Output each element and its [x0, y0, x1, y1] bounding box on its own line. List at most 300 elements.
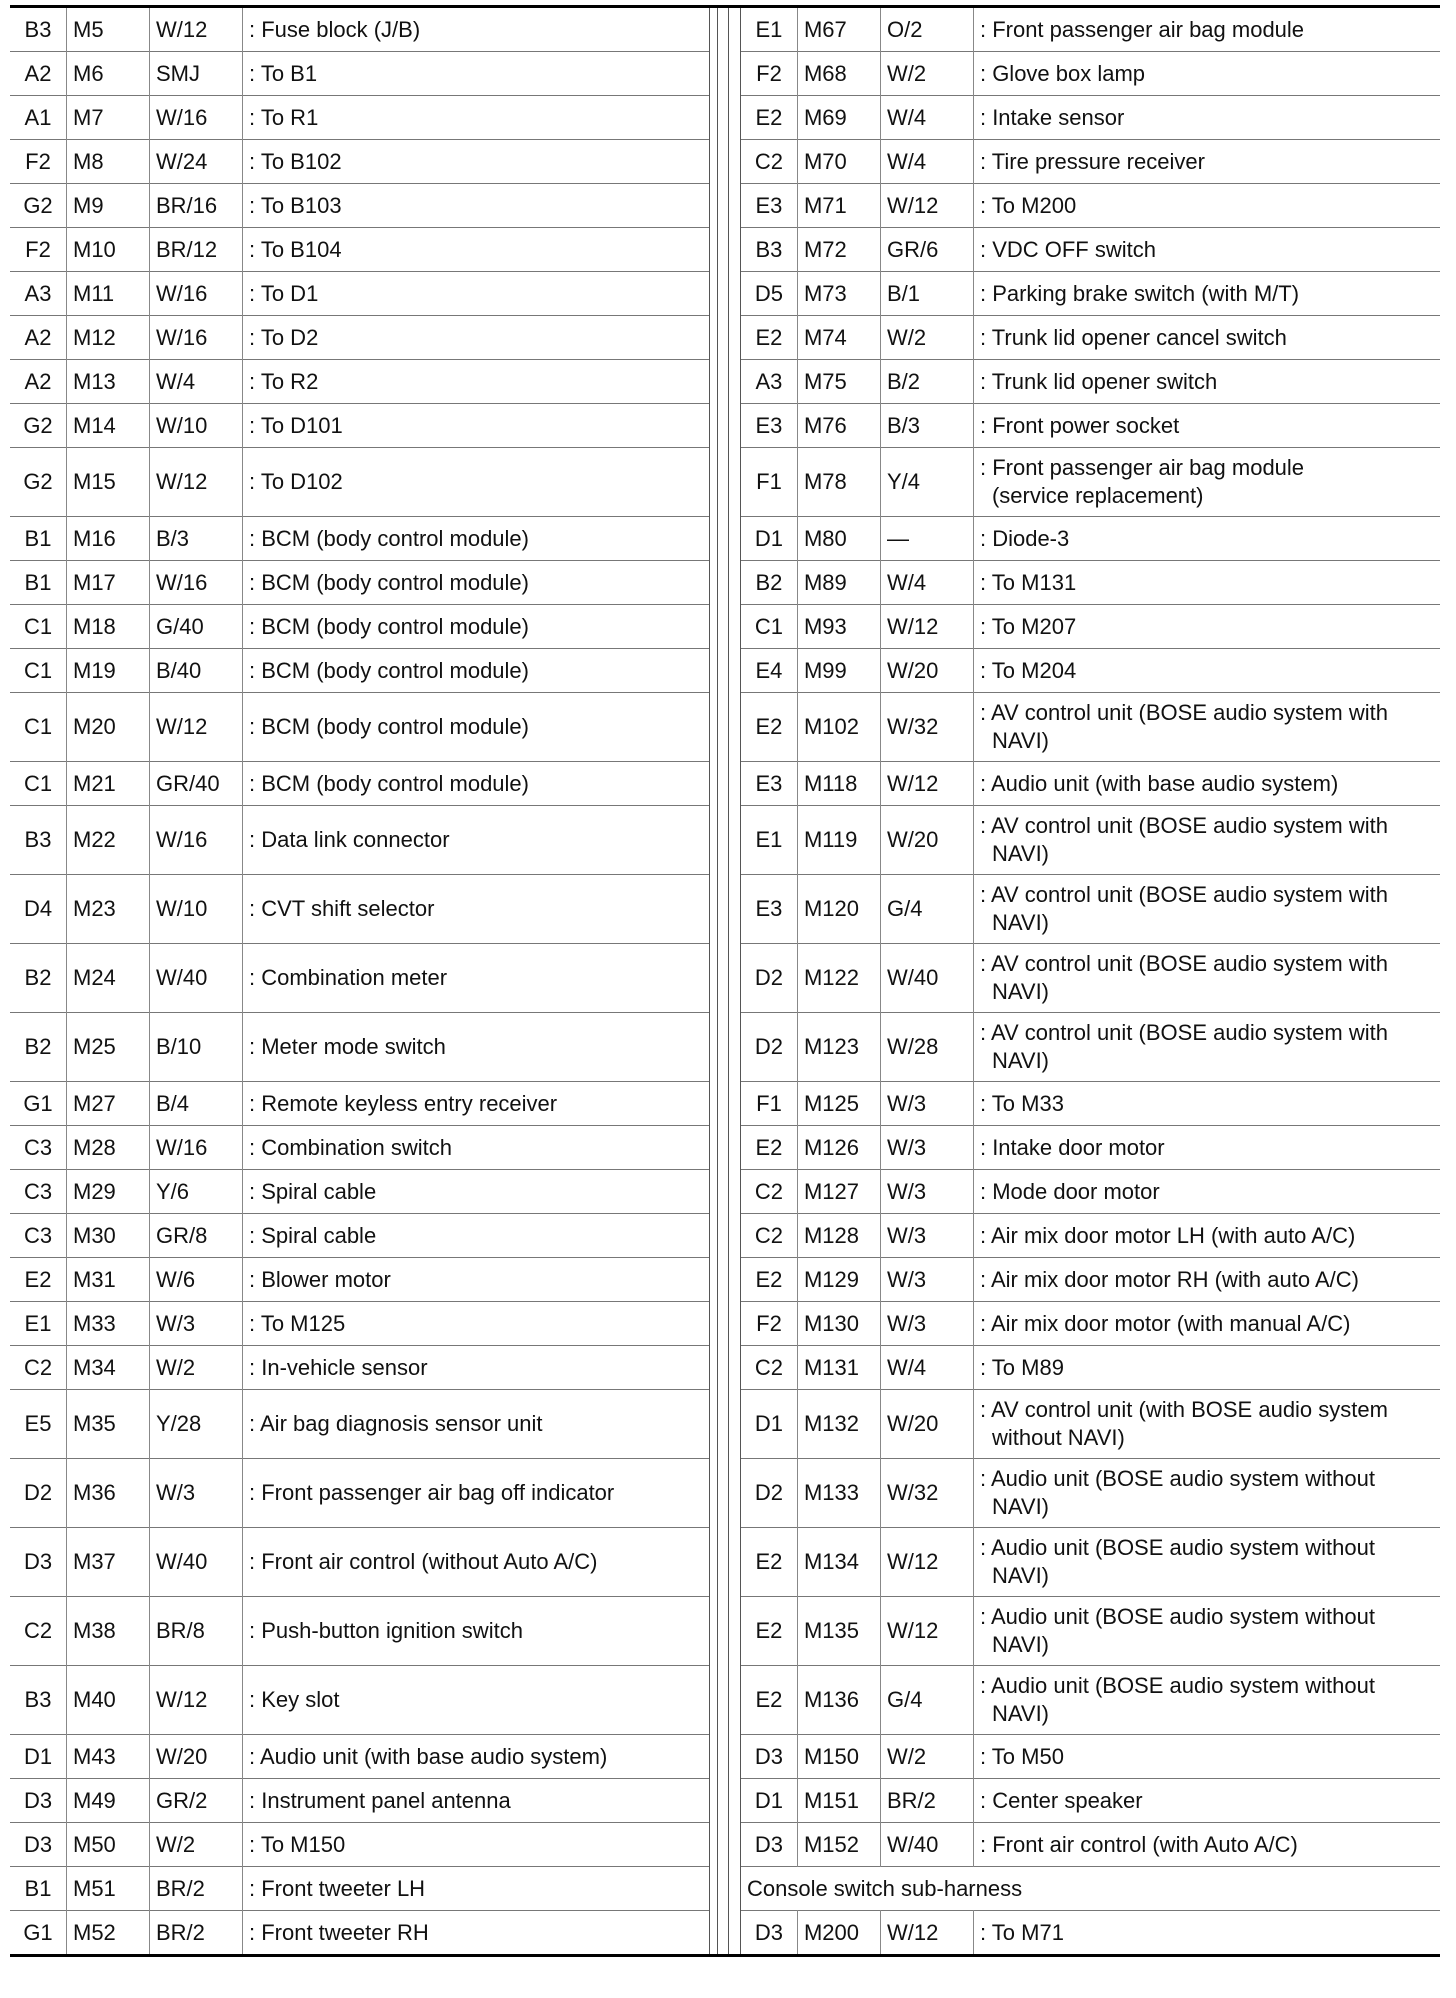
- connector-description-cell: [973, 1823, 1440, 1867]
- color-terminal-cell: W/40: [150, 944, 243, 1013]
- connector-description-cell: [973, 1214, 1440, 1258]
- connector-number-cell: M200: [797, 1911, 880, 1955]
- color-terminal-cell: W/2: [880, 316, 973, 360]
- connector-description-cell: [243, 96, 710, 140]
- description-text: : Combination switch: [249, 1134, 452, 1160]
- description-text: : AV control unit (BOSE audio system with: [979, 813, 1388, 838]
- grid-reference-cell: G1: [23, 1090, 53, 1116]
- connector-row: [741, 944, 1440, 1013]
- description-text: : To M200: [979, 192, 1077, 218]
- connector-description-cell: [973, 806, 1440, 875]
- grid-reference-cell: E2: [755, 714, 783, 739]
- grid-reference-cell: B2: [24, 965, 52, 990]
- connector-description-cell: [973, 693, 1440, 762]
- color-terminal-cell: Y/6: [150, 1170, 243, 1214]
- connector-number-cell: M7: [67, 96, 150, 140]
- grid-reference-cell: A2: [24, 324, 52, 350]
- description-text: : Remote keyless entry receiver: [249, 1090, 558, 1116]
- connector-description-cell: [243, 1126, 710, 1170]
- connector-description-cell: [973, 8, 1440, 52]
- grid-reference-cell: C1: [23, 613, 53, 639]
- description-text: : Tire pressure receiver: [979, 148, 1205, 174]
- connector-description-cell: [243, 140, 710, 184]
- description-text: : BCM (body control module): [249, 770, 529, 796]
- connector-number-cell: M134: [797, 1528, 880, 1597]
- connector-number-cell: M70: [797, 140, 880, 184]
- connector-description-cell: [973, 1126, 1440, 1170]
- grid-reference-cell: B2: [755, 569, 783, 595]
- connector-table-right: [741, 8, 1440, 1954]
- grid-reference-cell: D1: [23, 1743, 53, 1769]
- grid-reference-cell: C1: [23, 770, 53, 796]
- grid-reference-cell: A3: [755, 368, 783, 394]
- description-text: : Mode door motor: [979, 1178, 1160, 1204]
- connector-number-cell: M89: [797, 561, 880, 605]
- connector-row: [10, 52, 709, 96]
- color-terminal-cell: W/3: [880, 1126, 973, 1170]
- grid-reference-cell: E2: [755, 1549, 783, 1574]
- connector-row: [741, 184, 1440, 228]
- connector-description-cell: [243, 404, 710, 448]
- connector-number-cell: M122: [797, 944, 880, 1013]
- connector-row: [741, 1666, 1440, 1735]
- description-text: : To M33: [979, 1090, 1064, 1116]
- color-terminal-cell: BR/2: [880, 1779, 973, 1823]
- connector-description-cell: [243, 517, 710, 561]
- connector-row: [741, 605, 1440, 649]
- connector-number-cell: M133: [797, 1459, 880, 1528]
- color-terminal-cell: W/40: [880, 1823, 973, 1867]
- description-text: : AV control unit (BOSE audio system with: [979, 1020, 1388, 1045]
- grid-reference-cell: D2: [754, 1480, 784, 1505]
- connector-row: [10, 1013, 709, 1082]
- connector-row: [741, 140, 1440, 184]
- description-text: : Audio unit (with base audio system): [249, 1743, 608, 1769]
- connector-number-cell: M69: [797, 96, 880, 140]
- connector-number-cell: M132: [797, 1390, 880, 1459]
- connector-row: [10, 272, 709, 316]
- connector-description-cell: [243, 1170, 710, 1214]
- description-text: : BCM (body control module): [249, 613, 529, 639]
- color-terminal-cell: W/28: [880, 1013, 973, 1082]
- description-text: : Meter mode switch: [249, 1034, 446, 1059]
- description-text: : To D101: [249, 412, 343, 438]
- color-terminal-cell: B/3: [880, 404, 973, 448]
- color-terminal-cell: G/4: [880, 1666, 973, 1735]
- connector-description-cell: [973, 1528, 1440, 1597]
- connector-list-sheet: [10, 5, 1440, 1957]
- connector-description-cell: [973, 605, 1440, 649]
- connector-row: [741, 96, 1440, 140]
- color-terminal-cell: B/10: [150, 1013, 243, 1082]
- grid-reference-cell: C2: [23, 1354, 53, 1380]
- connector-row: [741, 448, 1440, 517]
- connector-row: [741, 1597, 1440, 1666]
- description-text: : Front passenger air bag module: [979, 16, 1305, 42]
- color-terminal-cell: W/12: [880, 1528, 973, 1597]
- connector-row: [741, 1823, 1440, 1867]
- color-terminal-cell: W/6: [150, 1258, 243, 1302]
- color-terminal-cell: W/2: [880, 1735, 973, 1779]
- connector-number-cell: M16: [67, 517, 150, 561]
- connector-description-cell: [243, 875, 710, 944]
- color-terminal-cell: W/20: [880, 1390, 973, 1459]
- connector-row: [10, 1867, 709, 1911]
- grid-reference-cell: B3: [755, 236, 783, 262]
- grid-reference-cell: G2: [23, 412, 53, 438]
- grid-reference-cell: D3: [754, 1743, 784, 1769]
- description-text: : To B103: [249, 192, 342, 218]
- grid-reference-cell: A2: [24, 60, 52, 86]
- grid-reference-cell: E1: [755, 16, 783, 42]
- grid-reference-cell: E2: [755, 324, 783, 350]
- connector-number-cell: M136: [797, 1666, 880, 1735]
- description-text: : BCM (body control module): [249, 714, 529, 739]
- connector-description-cell: [973, 1082, 1440, 1126]
- connector-description-cell: [973, 1302, 1440, 1346]
- color-terminal-cell: Y/28: [150, 1390, 243, 1459]
- color-terminal-cell: —: [880, 517, 973, 561]
- color-terminal-cell: GR/6: [880, 228, 973, 272]
- connector-number-cell: M15: [67, 448, 150, 517]
- grid-reference-cell: D5: [754, 280, 784, 306]
- description-text: : AV control unit (BOSE audio system with: [979, 951, 1388, 976]
- connector-row: [741, 1126, 1440, 1170]
- connector-row: [10, 8, 709, 52]
- description-continuation: NAVI): [991, 1563, 1050, 1588]
- connector-row: [741, 1390, 1440, 1459]
- connector-number-cell: M31: [67, 1258, 150, 1302]
- grid-reference-cell: C2: [754, 1222, 784, 1248]
- color-terminal-cell: W/12: [880, 1597, 973, 1666]
- grid-reference-cell: E3: [755, 412, 783, 438]
- connector-number-cell: M152: [797, 1823, 880, 1867]
- connector-number-cell: M21: [67, 762, 150, 806]
- connector-number-cell: M71: [797, 184, 880, 228]
- connector-description-cell: [973, 517, 1440, 561]
- color-terminal-cell: W/20: [150, 1735, 243, 1779]
- color-terminal-cell: W/20: [880, 649, 973, 693]
- connector-row: [10, 184, 709, 228]
- connector-number-cell: M68: [797, 52, 880, 96]
- connector-row: [741, 649, 1440, 693]
- connector-number-cell: M9: [67, 184, 150, 228]
- grid-reference-cell: B3: [24, 1687, 52, 1712]
- color-terminal-cell: W/3: [150, 1459, 243, 1528]
- connector-description-cell: [973, 944, 1440, 1013]
- description-text: : Parking brake switch (with M/T): [979, 280, 1300, 306]
- description-continuation: without NAVI): [991, 1425, 1125, 1450]
- connector-description-cell: [243, 1867, 710, 1911]
- connector-number-cell: M150: [797, 1735, 880, 1779]
- connector-description-cell: [243, 605, 710, 649]
- connector-number-cell: M29: [67, 1170, 150, 1214]
- connector-number-cell: M120: [797, 875, 880, 944]
- connector-row: [741, 693, 1440, 762]
- connector-row: [741, 1528, 1440, 1597]
- connector-row: [10, 1666, 709, 1735]
- grid-reference-cell: D3: [754, 1831, 784, 1857]
- description-continuation: NAVI): [991, 1048, 1050, 1073]
- connector-row: [10, 1214, 709, 1258]
- grid-reference-cell: A3: [24, 280, 52, 306]
- grid-reference-cell: C2: [754, 1178, 784, 1204]
- connector-description-cell: [243, 1779, 710, 1823]
- color-terminal-cell: Y/4: [880, 448, 973, 517]
- color-terminal-cell: W/3: [880, 1214, 973, 1258]
- description-text: : AV control unit (BOSE audio system with: [979, 882, 1388, 907]
- description-text: : BCM (body control module): [249, 525, 529, 551]
- connector-number-cell: M34: [67, 1346, 150, 1390]
- color-terminal-cell: W/24: [150, 140, 243, 184]
- grid-reference-cell: A1: [24, 104, 52, 130]
- description-continuation: NAVI): [991, 1632, 1050, 1657]
- description-text: : Air mix door motor (with manual A/C): [979, 1310, 1351, 1336]
- connector-row: [10, 1911, 709, 1955]
- color-terminal-cell: W/12: [880, 605, 973, 649]
- color-terminal-cell: W/16: [150, 272, 243, 316]
- color-terminal-cell: W/4: [880, 140, 973, 184]
- connector-row: [741, 517, 1440, 561]
- connector-number-cell: M73: [797, 272, 880, 316]
- connector-number-cell: M72: [797, 228, 880, 272]
- connector-description-cell: [243, 184, 710, 228]
- connector-number-cell: M8: [67, 140, 150, 184]
- connector-row: [10, 1528, 709, 1597]
- connector-description-cell: [973, 404, 1440, 448]
- connector-row: [741, 1013, 1440, 1082]
- connector-number-cell: M18: [67, 605, 150, 649]
- color-terminal-cell: W/12: [150, 8, 243, 52]
- description-continuation: NAVI): [991, 841, 1050, 866]
- description-text: : To M207: [979, 613, 1077, 639]
- connector-number-cell: M151: [797, 1779, 880, 1823]
- connector-description-cell: [973, 360, 1440, 404]
- color-terminal-cell: W/2: [150, 1346, 243, 1390]
- color-terminal-cell: W/16: [150, 806, 243, 875]
- connector-number-cell: M14: [67, 404, 150, 448]
- connector-row: [10, 316, 709, 360]
- description-text: : Air mix door motor RH (with auto A/C): [979, 1266, 1359, 1292]
- connector-row: [10, 1126, 709, 1170]
- description-text: : Blower motor: [249, 1266, 391, 1292]
- connector-row: [741, 8, 1440, 52]
- description-text: : Intake sensor: [979, 104, 1125, 130]
- connector-description-cell: [973, 649, 1440, 693]
- description-text: : Front tweeter LH: [249, 1875, 426, 1901]
- connector-description-cell: [243, 272, 710, 316]
- connector-row: [741, 52, 1440, 96]
- connector-row: [741, 360, 1440, 404]
- grid-reference-cell: E4: [755, 657, 783, 683]
- connector-number-cell: M28: [67, 1126, 150, 1170]
- grid-reference-cell: E3: [755, 770, 783, 796]
- connector-description-cell: [243, 1597, 710, 1666]
- color-terminal-cell: W/10: [150, 875, 243, 944]
- color-terminal-cell: W/12: [150, 1666, 243, 1735]
- connector-number-cell: M130: [797, 1302, 880, 1346]
- connector-row: [10, 360, 709, 404]
- connector-number-cell: M5: [67, 8, 150, 52]
- color-terminal-cell: BR/8: [150, 1597, 243, 1666]
- color-terminal-cell: W/4: [150, 360, 243, 404]
- connector-row: [10, 404, 709, 448]
- connector-row: [741, 1302, 1440, 1346]
- connector-number-cell: M11: [67, 272, 150, 316]
- color-terminal-cell: W/20: [880, 806, 973, 875]
- connector-number-cell: M135: [797, 1597, 880, 1666]
- connector-description-cell: [973, 1013, 1440, 1082]
- connector-row: [741, 1779, 1440, 1823]
- connector-row: [10, 1346, 709, 1390]
- connector-row: [10, 806, 709, 875]
- connector-description-cell: [973, 228, 1440, 272]
- description-text: : To M89: [979, 1354, 1064, 1380]
- connector-number-cell: M10: [67, 228, 150, 272]
- connector-description-cell: [973, 561, 1440, 605]
- color-terminal-cell: W/32: [880, 693, 973, 762]
- connector-description-cell: [973, 52, 1440, 96]
- connector-number-cell: M119: [797, 806, 880, 875]
- connector-description-cell: [973, 1779, 1440, 1823]
- color-terminal-cell: W/12: [880, 1911, 973, 1955]
- grid-reference-cell: F2: [25, 236, 51, 262]
- description-text: : Audio unit (BOSE audio system without: [979, 1535, 1375, 1560]
- connector-row: [741, 1346, 1440, 1390]
- connector-description-cell: [973, 140, 1440, 184]
- grid-reference-cell: F1: [756, 469, 782, 494]
- connector-description-cell: [243, 1082, 710, 1126]
- description-text: : To M131: [979, 569, 1077, 595]
- connector-row: [10, 875, 709, 944]
- color-terminal-cell: W/12: [880, 184, 973, 228]
- grid-reference-cell: E2: [755, 1134, 783, 1160]
- grid-reference-cell: E2: [755, 1687, 783, 1712]
- connector-description-cell: [243, 1528, 710, 1597]
- connector-number-cell: M93: [797, 605, 880, 649]
- connector-number-cell: M99: [797, 649, 880, 693]
- description-text: : Center speaker: [979, 1787, 1143, 1813]
- connector-description-cell: [243, 1911, 710, 1955]
- connector-number-cell: M129: [797, 1258, 880, 1302]
- grid-reference-cell: B1: [24, 1875, 52, 1901]
- color-terminal-cell: W/12: [150, 448, 243, 517]
- connector-number-cell: M127: [797, 1170, 880, 1214]
- connector-row: [741, 762, 1440, 806]
- description-text: : Audio unit (BOSE audio system without: [979, 1673, 1375, 1698]
- grid-reference-cell: E3: [755, 896, 783, 921]
- connector-number-cell: M80: [797, 517, 880, 561]
- color-terminal-cell: W/3: [880, 1258, 973, 1302]
- connector-number-cell: M50: [67, 1823, 150, 1867]
- description-text: : To D2: [249, 324, 319, 350]
- description-text: : AV control unit (with BOSE audio system: [979, 1397, 1388, 1422]
- connector-row: [10, 605, 709, 649]
- connector-description-cell: [973, 762, 1440, 806]
- description-text: : CVT shift selector: [249, 896, 435, 921]
- description-text: : To D102: [249, 469, 343, 494]
- color-terminal-cell: W/2: [880, 52, 973, 96]
- connector-description-cell: [243, 806, 710, 875]
- grid-reference-cell: G1: [23, 1919, 53, 1945]
- grid-reference-cell: C1: [23, 714, 53, 739]
- description-text: : To M204: [979, 657, 1077, 683]
- grid-reference-cell: D1: [754, 525, 784, 551]
- grid-reference-cell: E2: [24, 1266, 52, 1292]
- description-text: : Air bag diagnosis sensor unit: [249, 1411, 543, 1436]
- color-terminal-cell: W/16: [150, 561, 243, 605]
- color-terminal-cell: W/3: [880, 1082, 973, 1126]
- grid-reference-cell: D3: [754, 1919, 784, 1945]
- connector-number-cell: M74: [797, 316, 880, 360]
- color-terminal-cell: B/2: [880, 360, 973, 404]
- grid-reference-cell: F2: [756, 60, 782, 86]
- connector-description-cell: [973, 1911, 1440, 1955]
- connector-number-cell: M6: [67, 52, 150, 96]
- connector-description-cell: [243, 1823, 710, 1867]
- color-terminal-cell: GR/40: [150, 762, 243, 806]
- description-text: : Key slot: [249, 1687, 340, 1712]
- connector-row: [10, 1735, 709, 1779]
- grid-reference-cell: F2: [25, 148, 51, 174]
- color-terminal-cell: BR/12: [150, 228, 243, 272]
- description-text: : Instrument panel antenna: [249, 1787, 511, 1813]
- grid-reference-cell: E5: [24, 1411, 52, 1436]
- color-terminal-cell: W/4: [880, 1346, 973, 1390]
- connector-row: [741, 272, 1440, 316]
- grid-reference-cell: C3: [23, 1134, 53, 1160]
- description-text: : To B104: [249, 236, 342, 262]
- color-terminal-cell: G/4: [880, 875, 973, 944]
- grid-reference-cell: E1: [755, 827, 783, 852]
- connector-description-cell: [973, 875, 1440, 944]
- connector-description-cell: [243, 1346, 710, 1390]
- connector-row: [10, 140, 709, 184]
- description-continuation: NAVI): [991, 979, 1050, 1004]
- connector-number-cell: M52: [67, 1911, 150, 1955]
- grid-reference-cell: C2: [754, 1354, 784, 1380]
- grid-reference-cell: A2: [24, 368, 52, 394]
- sub-harness-heading: Console switch sub-harness: [746, 1875, 1023, 1901]
- description-text: : Glove box lamp: [979, 60, 1146, 86]
- description-text: : Trunk lid opener switch: [979, 368, 1218, 394]
- grid-reference-cell: B3: [24, 827, 52, 852]
- color-terminal-cell: BR/16: [150, 184, 243, 228]
- connector-number-cell: M51: [67, 1867, 150, 1911]
- description-text: : Audio unit (BOSE audio system without: [979, 1466, 1375, 1491]
- grid-reference-cell: C3: [23, 1222, 53, 1248]
- color-terminal-cell: B/3: [150, 517, 243, 561]
- description-text: : Audio unit (BOSE audio system without: [979, 1604, 1375, 1629]
- connector-row: [10, 1597, 709, 1666]
- connector-description-cell: [243, 1666, 710, 1735]
- connector-description-cell: [243, 944, 710, 1013]
- color-terminal-cell: W/2: [150, 1823, 243, 1867]
- connector-row: [741, 561, 1440, 605]
- connector-number-cell: M33: [67, 1302, 150, 1346]
- connector-description-cell: [973, 272, 1440, 316]
- color-terminal-cell: W/32: [880, 1459, 973, 1528]
- connector-row: [10, 1170, 709, 1214]
- color-terminal-cell: W/16: [150, 96, 243, 140]
- grid-reference-cell: C2: [754, 148, 784, 174]
- connector-description-cell: [243, 52, 710, 96]
- description-text: : Diode-3: [979, 525, 1070, 551]
- color-terminal-cell: SMJ: [150, 52, 243, 96]
- color-terminal-cell: GR/2: [150, 1779, 243, 1823]
- connector-row: [741, 806, 1440, 875]
- connector-row: [10, 1258, 709, 1302]
